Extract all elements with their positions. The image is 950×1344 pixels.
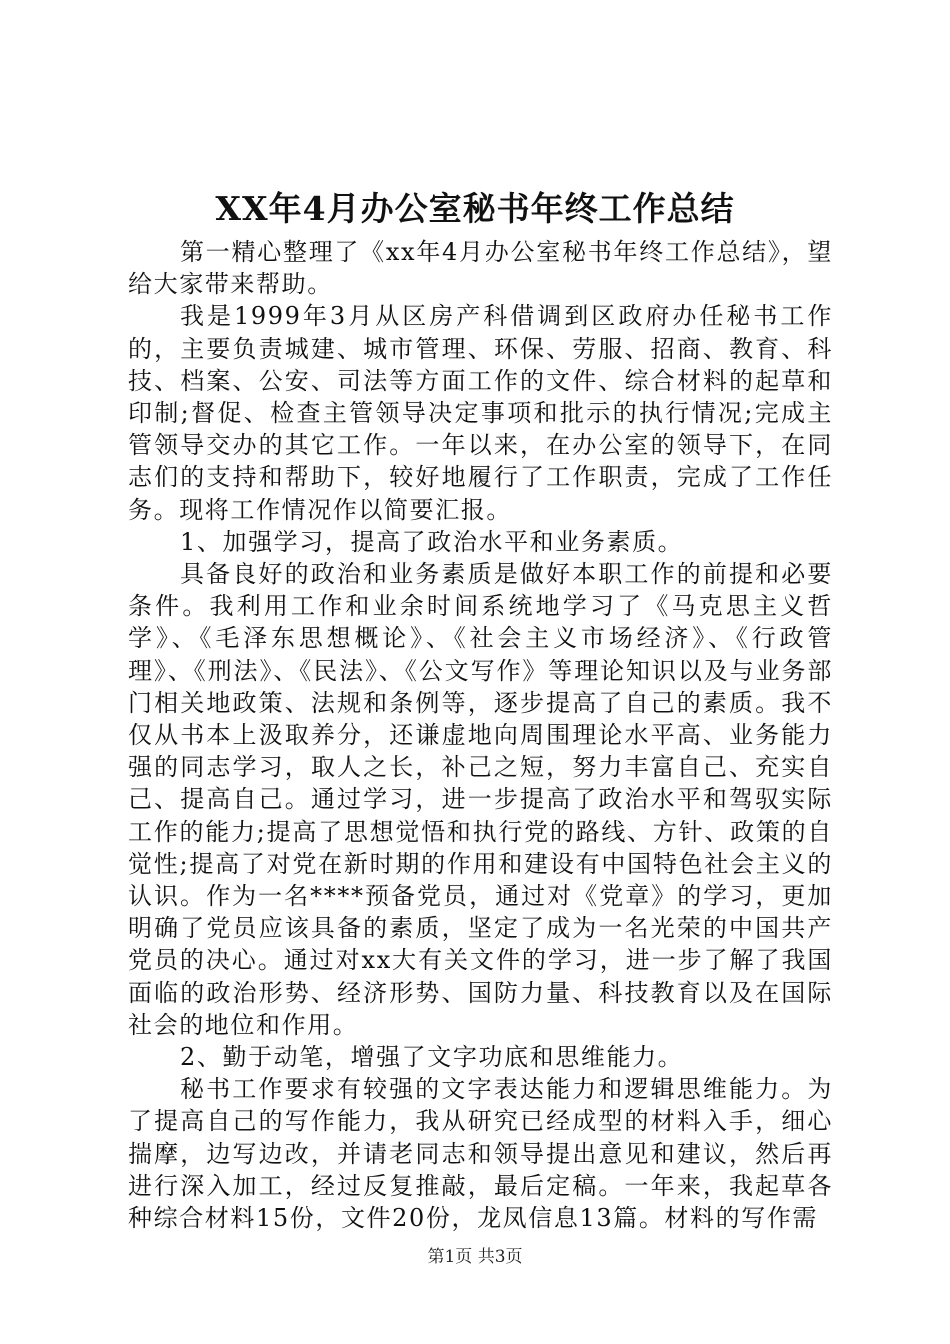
page-footer: 第1页 共3页	[427, 1247, 523, 1267]
paragraph-background: 我是1999年3月从区房产科借调到区政府办任秘书工作的，主要负责城建、城市管理、环保、劳服、招商、教育、科技、档案、公安、司法等方面工作的文件、综合材料的起草和印制;督促、检查主管领导决定事项和批示的执行情况;完成主管领导交办的其它工作。一年以来，在办公室的领导下，在同志们的支持和帮助下，较好地履行了工作职责，完成了工作任务。现将工作情况作以简要汇报。	[128, 302, 833, 524]
section-heading-study: 1、加强学习，提高了政治水平和业务素质。	[180, 527, 684, 556]
paragraph-writing: 秘书工作要求有较强的文字表达能力和逻辑思维能力。为了提高自己的写作能力，我从研究已经成型的材料入手，细心揣摩，边写边改，并请老同志和领导提出意见和建议，然后再进行深入加工，经过反复推敲，最后定稿。一年来，我起草各种综合材料15份，文件20份，龙凤信息13篇。材料的写作需	[128, 1075, 833, 1233]
paragraph-intro: 第一精心整理了《xx年4月办公室秘书年终工作总结》，望给大家带来帮助。	[128, 238, 833, 299]
document-body	[128, 236, 833, 1234]
section-heading-writing: 2、勤于动笔，增强了文字功底和思维能力。	[180, 1043, 684, 1072]
paragraph-study: 具备良好的政治和业务素质是做好本职工作的前提和必要条件。我利用工作和业余时间系统地学习了《马克思主义哲学》、《毛泽东思想概论》、《社会主义市场经济》、《行政管理》、《刑法》、《民法》、《公文写作》等理论知识以及与业务部门相关地政策、法规和条例等，逐步提高了自己的素质。我不仅从书本上汲取养分，还谦虚地向周围理论水平高、业务能力强的同志学习，取人之长，补己之短，努力丰富自己、充实自己、提高自己。通过学习，进一步提高了政治水平和驾驭实际工作的能力;提高了思想觉悟和执行党的路线、方针、政策的自觉性;提高了对党在新时期的作用和建设有中国特色社会主义的认识。作为一名****预备党员，通过对《党章》的学习，更加明确了党员应该具备的素质，坚定了成为一名光荣的中国共产党员的决心。通过对xx大有关文件的学习，进一步了解了我国面临的政治形势、经济形势、国防力量、科技教育以及在国际社会的地位和作用。	[128, 560, 833, 1039]
document-title: XX年4月办公室秘书年终工作总结	[215, 189, 735, 228]
